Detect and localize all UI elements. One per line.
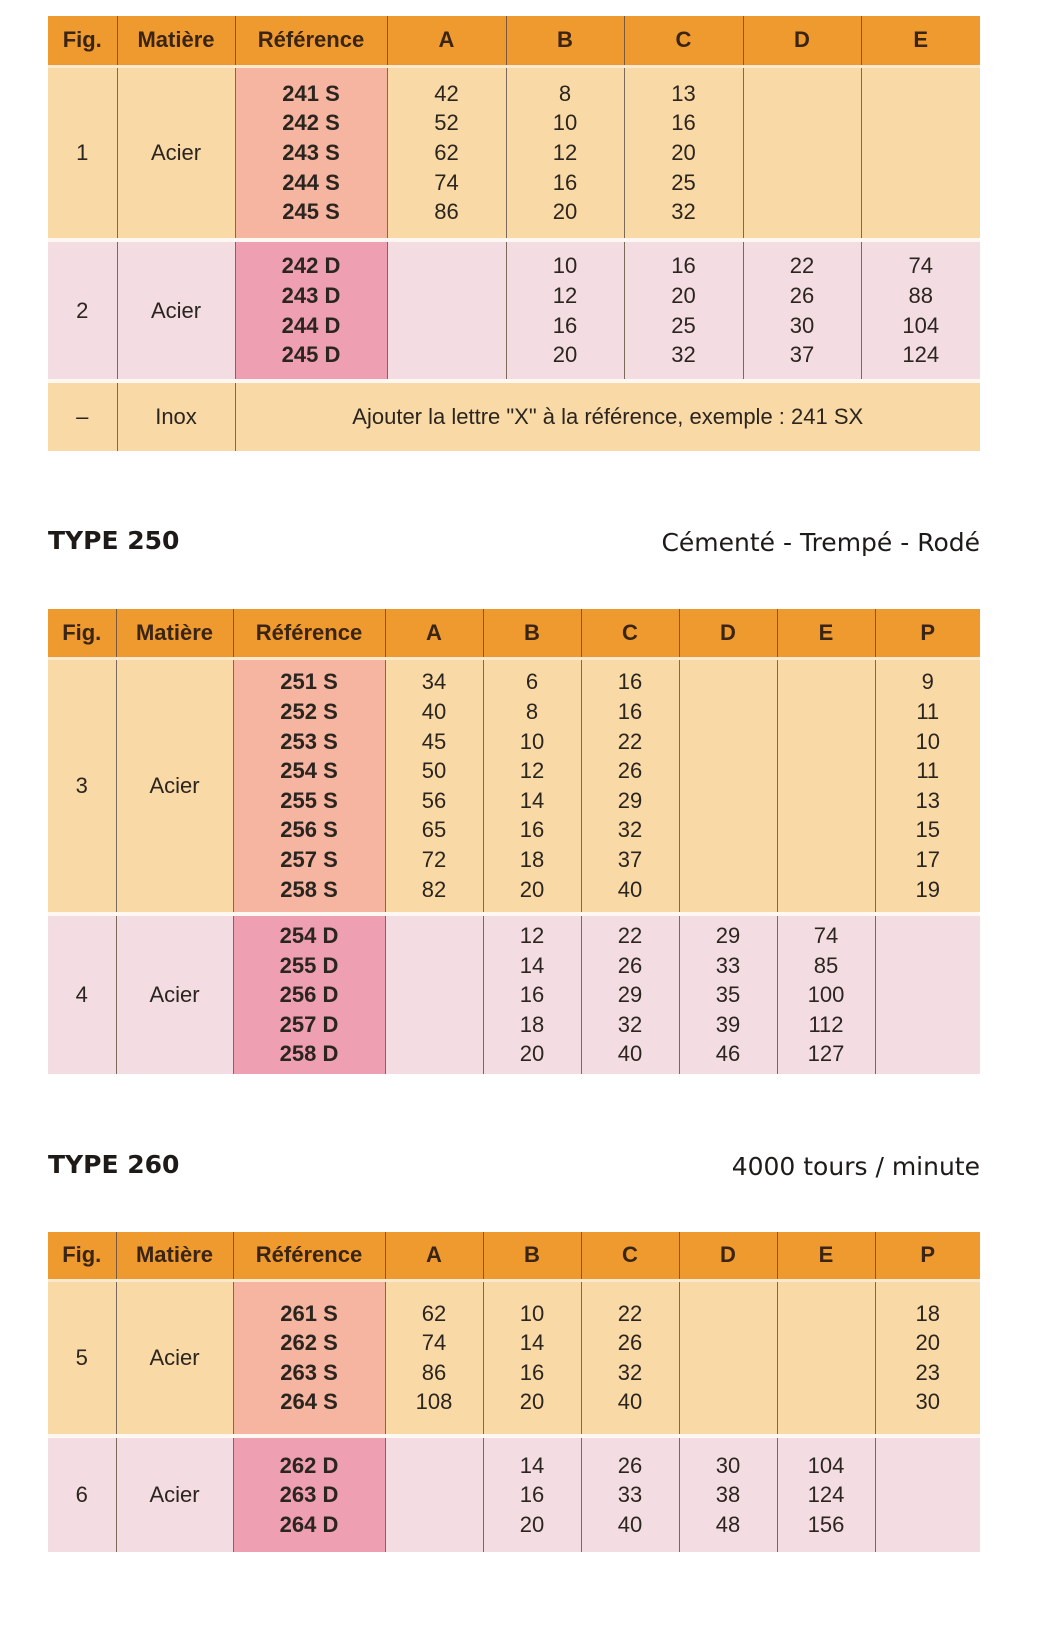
material-cell: Acier xyxy=(116,914,233,1074)
cell-value: 14 xyxy=(519,1452,545,1478)
cell-value: 16 xyxy=(552,169,578,195)
cell-value: 22 xyxy=(617,728,643,754)
cell-value: 17 xyxy=(915,846,940,872)
cell-value: 263 D xyxy=(279,1482,339,1508)
cell-value: 244 D xyxy=(281,312,341,338)
fig-cell: 2 xyxy=(48,240,117,381)
section-subtitle-type-250: Cémenté - Trempé - Rodé xyxy=(661,528,980,557)
value-cell xyxy=(777,658,875,914)
value-cell xyxy=(777,1436,875,1552)
value-cell xyxy=(483,1436,581,1552)
note-text: Ajouter la lettre "X" à la référence, exemple : 241 SX xyxy=(235,381,980,451)
cell-value: 262 D xyxy=(279,1452,339,1478)
table-row xyxy=(48,1436,980,1552)
value-cell xyxy=(581,914,679,1074)
cell-value: 242 S xyxy=(282,110,340,136)
cell-value: 26 xyxy=(617,1452,643,1478)
fig-cell: 3 xyxy=(48,658,116,914)
table-header-row xyxy=(48,16,980,66)
table-row xyxy=(48,240,980,381)
cell-value: 16 xyxy=(617,699,643,725)
cell-value: 40 xyxy=(617,876,643,902)
value-cell xyxy=(385,1436,483,1552)
cell-value: 56 xyxy=(421,787,447,813)
cell-value: 16 xyxy=(671,253,696,279)
cell-value: 32 xyxy=(671,342,696,368)
cell-value: 256 D xyxy=(279,982,339,1008)
cell-value: 86 xyxy=(421,1359,447,1385)
cell-value: 40 xyxy=(617,1041,643,1067)
cell-value: 18 xyxy=(915,1300,940,1326)
cell-value: 257 S xyxy=(280,846,338,872)
cell-value: 261 S xyxy=(280,1300,338,1326)
reference-cell xyxy=(233,914,385,1074)
cell-value: 37 xyxy=(617,846,643,872)
cell-value: 25 xyxy=(671,312,696,338)
cell-value: 104 xyxy=(807,1452,845,1478)
value-cell xyxy=(875,1436,980,1552)
cell-value: 13 xyxy=(915,787,940,813)
cell-value: 258 S xyxy=(280,876,338,902)
cell-value: 255 D xyxy=(279,952,339,978)
section-subtitle-type-260: 4000 tours / minute xyxy=(731,1152,980,1181)
table-row xyxy=(48,658,980,914)
cell-value: 20 xyxy=(519,1041,545,1067)
value-cell xyxy=(387,240,506,381)
cell-value: 23 xyxy=(915,1359,940,1385)
value-cell xyxy=(777,1280,875,1436)
cell-value: 112 xyxy=(808,1011,844,1037)
value-cell xyxy=(777,914,875,1074)
col-header: Référence xyxy=(233,1232,385,1280)
col-header: A xyxy=(387,16,506,66)
cell-value: 12 xyxy=(519,923,545,949)
col-header: Matière xyxy=(117,16,235,66)
cell-value: 253 S xyxy=(280,728,338,754)
cell-value: 30 xyxy=(789,312,815,338)
value-cell xyxy=(483,914,581,1074)
cell-value: 74 xyxy=(434,169,459,195)
cell-value: 12 xyxy=(552,283,578,309)
cell-value: 255 S xyxy=(280,787,338,813)
reference-cell xyxy=(235,66,387,240)
fig-cell: – xyxy=(48,381,117,451)
spec-table-260 xyxy=(48,1232,980,1552)
value-cell xyxy=(483,658,581,914)
cell-value: 12 xyxy=(519,758,545,784)
cell-value: 42 xyxy=(434,80,459,106)
cell-value: 15 xyxy=(915,817,940,843)
material-cell: Inox xyxy=(117,381,235,451)
col-header: Fig. xyxy=(48,609,116,658)
cell-value: 20 xyxy=(519,876,545,902)
value-cell xyxy=(506,66,624,240)
value-cell xyxy=(385,914,483,1074)
table-row xyxy=(48,66,980,240)
cell-value: 127 xyxy=(807,1041,845,1067)
col-header: D xyxy=(679,1232,777,1280)
cell-value: 20 xyxy=(552,342,578,368)
col-header: Matière xyxy=(116,1232,233,1280)
cell-value: 16 xyxy=(519,1359,545,1385)
value-cell xyxy=(875,914,980,1074)
value-cell xyxy=(483,1280,581,1436)
cell-value: 10 xyxy=(915,728,940,754)
cell-value: 12 xyxy=(552,140,578,166)
cell-value: 11 xyxy=(916,699,940,725)
cell-value: 156 xyxy=(807,1511,845,1537)
table-header-row xyxy=(48,609,980,658)
value-cell xyxy=(875,1280,980,1436)
reference-cell xyxy=(233,1280,385,1436)
cell-value: 16 xyxy=(519,982,545,1008)
cell-value: 16 xyxy=(519,817,545,843)
value-cell xyxy=(385,1280,483,1436)
spec-table xyxy=(48,1232,980,1552)
cell-value: 20 xyxy=(519,1389,545,1415)
cell-value: 20 xyxy=(519,1511,545,1537)
cell-value: 34 xyxy=(421,669,447,695)
material-cell: Acier xyxy=(116,658,233,914)
cell-value: 45 xyxy=(421,728,447,754)
col-header: E xyxy=(777,609,875,658)
col-header: Matière xyxy=(116,609,233,658)
cell-value: 16 xyxy=(519,1482,545,1508)
cell-value: 8 xyxy=(558,80,572,106)
col-header: A xyxy=(385,1232,483,1280)
cell-value: 10 xyxy=(519,1300,545,1326)
cell-value: 262 S xyxy=(280,1330,338,1356)
col-header: E xyxy=(861,16,980,66)
cell-value: 263 S xyxy=(280,1359,338,1385)
spec-table-240 xyxy=(48,16,980,451)
cell-value: 22 xyxy=(617,1300,643,1326)
cell-value: 26 xyxy=(617,952,643,978)
cell-value: 39 xyxy=(715,1011,741,1037)
cell-value: 32 xyxy=(617,817,643,843)
reference-cell xyxy=(235,240,387,381)
cell-value: 85 xyxy=(813,952,839,978)
cell-value: 30 xyxy=(915,1389,940,1415)
col-header: Fig. xyxy=(48,1232,116,1280)
cell-value: 82 xyxy=(421,876,447,902)
value-cell xyxy=(743,240,861,381)
cell-value: 245 D xyxy=(281,342,341,368)
value-cell xyxy=(861,240,980,381)
value-cell xyxy=(743,66,861,240)
cell-value: 14 xyxy=(519,952,545,978)
cell-value: 22 xyxy=(789,253,815,279)
cell-value: 88 xyxy=(908,283,933,309)
cell-value: 19 xyxy=(915,876,940,902)
cell-value: 20 xyxy=(915,1330,940,1356)
table-row xyxy=(48,914,980,1074)
cell-value: 30 xyxy=(715,1452,741,1478)
cell-value: 13 xyxy=(671,80,696,106)
col-header: E xyxy=(777,1232,875,1280)
cell-value: 256 S xyxy=(280,817,338,843)
value-cell xyxy=(385,658,483,914)
cell-value: 16 xyxy=(552,312,578,338)
cell-value: 32 xyxy=(671,199,696,225)
spec-table xyxy=(48,609,980,1074)
value-cell xyxy=(506,240,624,381)
value-cell xyxy=(861,66,980,240)
cell-value: 10 xyxy=(519,728,545,754)
cell-value: 6 xyxy=(525,669,539,695)
cell-value: 20 xyxy=(671,283,696,309)
material-cell: Acier xyxy=(116,1436,233,1552)
cell-value: 52 xyxy=(434,110,459,136)
cell-value: 48 xyxy=(715,1511,741,1537)
cell-value: 11 xyxy=(916,758,940,784)
material-cell: Acier xyxy=(117,240,235,381)
cell-value: 244 S xyxy=(282,169,340,195)
cell-value: 18 xyxy=(519,1011,545,1037)
cell-value: 100 xyxy=(807,982,845,1008)
cell-value: 32 xyxy=(617,1359,643,1385)
cell-value: 26 xyxy=(617,1330,643,1356)
cell-value: 9 xyxy=(921,669,934,695)
cell-value: 72 xyxy=(421,846,447,872)
col-header: B xyxy=(483,1232,581,1280)
value-cell xyxy=(679,658,777,914)
cell-value: 62 xyxy=(434,140,459,166)
cell-value: 25 xyxy=(671,169,696,195)
value-cell xyxy=(679,1436,777,1552)
cell-value: 16 xyxy=(617,669,643,695)
note-row xyxy=(48,381,980,451)
value-cell xyxy=(679,914,777,1074)
cell-value: 10 xyxy=(552,110,578,136)
col-header: P xyxy=(875,1232,980,1280)
cell-value: 14 xyxy=(519,787,545,813)
cell-value: 243 S xyxy=(282,140,340,166)
cell-value: 40 xyxy=(421,699,447,725)
cell-value: 86 xyxy=(434,199,459,225)
cell-value: 40 xyxy=(617,1389,643,1415)
cell-value: 243 D xyxy=(281,283,341,309)
col-header: B xyxy=(506,16,624,66)
cell-value: 16 xyxy=(671,110,696,136)
reference-cell xyxy=(233,1436,385,1552)
fig-cell: 6 xyxy=(48,1436,116,1552)
cell-value: 108 xyxy=(415,1389,453,1415)
material-cell: Acier xyxy=(117,66,235,240)
cell-value: 18 xyxy=(519,846,545,872)
spec-table-250 xyxy=(48,609,980,1074)
col-header: C xyxy=(624,16,743,66)
cell-value: 252 S xyxy=(280,699,338,725)
cell-value: 104 xyxy=(902,312,940,338)
cell-value: 29 xyxy=(617,787,643,813)
value-cell xyxy=(581,1436,679,1552)
cell-value: 8 xyxy=(525,699,539,725)
value-cell xyxy=(875,658,980,914)
cell-value: 29 xyxy=(715,923,741,949)
cell-value: 29 xyxy=(617,982,643,1008)
reference-cell xyxy=(233,658,385,914)
cell-value: 26 xyxy=(789,283,815,309)
cell-value: 33 xyxy=(617,1482,643,1508)
cell-value: 245 S xyxy=(282,199,340,225)
col-header: D xyxy=(743,16,861,66)
section-title-type-250: TYPE 250 xyxy=(48,526,180,555)
cell-value: 242 D xyxy=(281,253,341,279)
cell-value: 74 xyxy=(421,1330,447,1356)
cell-value: 124 xyxy=(902,342,940,368)
cell-value: 258 D xyxy=(279,1041,339,1067)
cell-value: 37 xyxy=(789,342,815,368)
cell-value: 251 S xyxy=(280,669,338,695)
cell-value: 74 xyxy=(908,253,933,279)
cell-value: 40 xyxy=(617,1511,643,1537)
col-header: D xyxy=(679,609,777,658)
cell-value: 35 xyxy=(715,982,741,1008)
cell-value: 264 D xyxy=(279,1511,339,1537)
cell-value: 65 xyxy=(421,817,447,843)
fig-cell: 5 xyxy=(48,1280,116,1436)
fig-cell: 1 xyxy=(48,66,117,240)
cell-value: 254 D xyxy=(279,923,339,949)
value-cell xyxy=(387,66,506,240)
col-header: Référence xyxy=(235,16,387,66)
cell-value: 32 xyxy=(617,1011,643,1037)
cell-value: 33 xyxy=(715,952,741,978)
cell-value: 264 S xyxy=(280,1389,338,1415)
value-cell xyxy=(581,1280,679,1436)
cell-value: 20 xyxy=(552,199,578,225)
cell-value: 254 S xyxy=(280,758,338,784)
table-row xyxy=(48,1280,980,1436)
cell-value: 46 xyxy=(715,1041,741,1067)
spec-table xyxy=(48,16,980,451)
cell-value: 14 xyxy=(519,1330,545,1356)
col-header: Référence xyxy=(233,609,385,658)
cell-value: 10 xyxy=(552,253,578,279)
col-header: B xyxy=(483,609,581,658)
cell-value: 74 xyxy=(813,923,839,949)
material-cell: Acier xyxy=(116,1280,233,1436)
col-header: C xyxy=(581,609,679,658)
cell-value: 62 xyxy=(421,1300,447,1326)
col-header: Fig. xyxy=(48,16,117,66)
cell-value: 26 xyxy=(617,758,643,784)
cell-value: 241 S xyxy=(282,80,340,106)
cell-value: 124 xyxy=(807,1482,845,1508)
col-header: C xyxy=(581,1232,679,1280)
fig-cell: 4 xyxy=(48,914,116,1074)
value-cell xyxy=(679,1280,777,1436)
cell-value: 38 xyxy=(715,1482,741,1508)
cell-value: 257 D xyxy=(279,1011,339,1037)
value-cell xyxy=(624,240,743,381)
value-cell xyxy=(624,66,743,240)
cell-value: 22 xyxy=(617,923,643,949)
section-title-type-260: TYPE 260 xyxy=(48,1150,180,1179)
col-header: A xyxy=(385,609,483,658)
col-header: P xyxy=(875,609,980,658)
cell-value: 50 xyxy=(421,758,447,784)
table-header-row xyxy=(48,1232,980,1280)
value-cell xyxy=(581,658,679,914)
cell-value: 20 xyxy=(671,140,696,166)
